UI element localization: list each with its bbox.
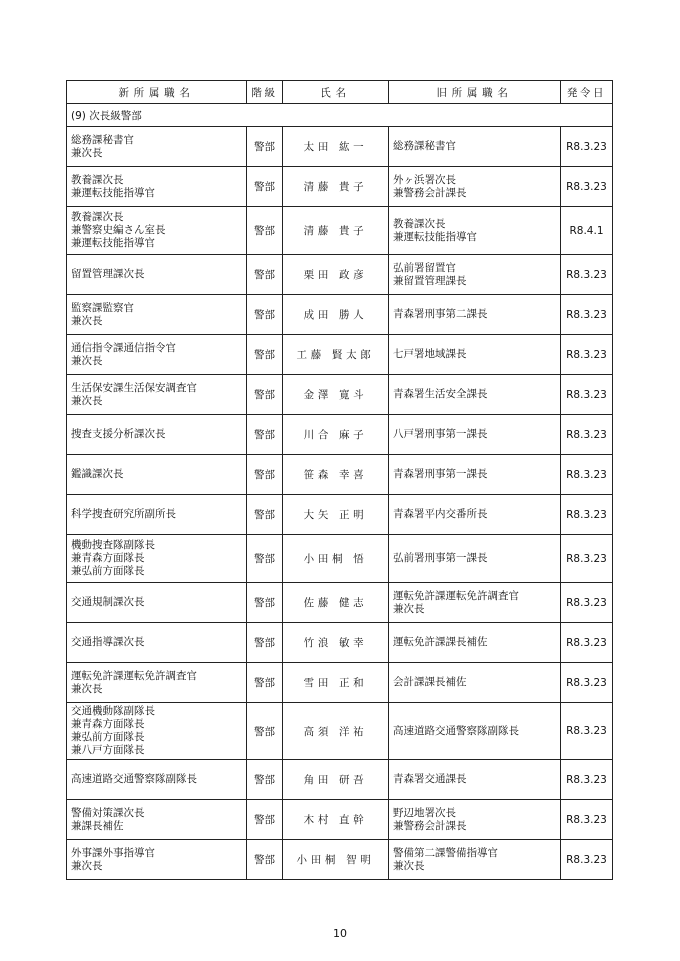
cell-date: R8.3.23: [561, 455, 613, 495]
cell-date: R8.3.23: [561, 663, 613, 703]
cell-date: R8.3.23: [561, 335, 613, 375]
table-header-row: [67, 81, 613, 104]
cell-new-position: 鑑識課次長: [67, 455, 247, 495]
header-date: 発令日: [561, 81, 613, 104]
cell-new-position: 外事課外事指導官 兼次長: [67, 840, 247, 880]
table-row: [67, 535, 613, 583]
table-row: [67, 760, 613, 800]
cell-date: R8.3.23: [561, 535, 613, 583]
table-row: [67, 495, 613, 535]
cell-old-position: 弘前署刑事第一課長: [389, 535, 561, 583]
cell-old-position: 外ヶ浜署次長 兼警務会計課長: [389, 167, 561, 207]
cell-new-position: 運転免許課運転免許調査官 兼次長: [67, 663, 247, 703]
table-row: [67, 335, 613, 375]
table-row: [67, 207, 613, 255]
cell-new-position: 交通機動隊副隊長 兼青森方面隊長 兼弘前方面隊長 兼八戸方面隊長: [67, 703, 247, 760]
cell-old-position: 運転免許課課長補佐: [389, 623, 561, 663]
table-row: [67, 800, 613, 840]
cell-name: 木村 直幹: [283, 800, 389, 840]
cell-name: 笹森 幸喜: [283, 455, 389, 495]
cell-name: 工藤 賢太郎: [283, 335, 389, 375]
cell-rank: 警部: [247, 415, 283, 455]
table-row: [67, 127, 613, 167]
cell-old-position: 警備第二課警備指導官 兼次長: [389, 840, 561, 880]
cell-name: 栗田 政彦: [283, 255, 389, 295]
cell-name: 佐藤 健志: [283, 583, 389, 623]
cell-date: R8.3.23: [561, 495, 613, 535]
cell-date: R8.3.23: [561, 840, 613, 880]
cell-rank: 警部: [247, 295, 283, 335]
cell-rank: 警部: [247, 760, 283, 800]
cell-name: 雪田 正和: [283, 663, 389, 703]
cell-rank: 警部: [247, 335, 283, 375]
section-row: [67, 104, 613, 127]
cell-name: 成田 勝人: [283, 295, 389, 335]
table-row: [67, 415, 613, 455]
page-number: 10: [333, 927, 347, 940]
table-row: [67, 295, 613, 335]
table-row: [67, 703, 613, 760]
cell-new-position: 監察課監察官 兼次長: [67, 295, 247, 335]
cell-name: 太田 紘一: [283, 127, 389, 167]
section-title: (9) 次長級警部: [67, 104, 613, 127]
cell-date: R8.3.23: [561, 415, 613, 455]
cell-name: 小田桐 悟: [283, 535, 389, 583]
cell-name: 清藤 貴子: [283, 167, 389, 207]
cell-new-position: 高速道路交通警察隊副隊長: [67, 760, 247, 800]
cell-date: R8.3.23: [561, 295, 613, 335]
cell-old-position: 青森署生活安全課長: [389, 375, 561, 415]
cell-old-position: 青森署交通課長: [389, 760, 561, 800]
table-row: [67, 255, 613, 295]
cell-old-position: 七戸署地域課長: [389, 335, 561, 375]
cell-new-position: 総務課秘書官 兼次長: [67, 127, 247, 167]
cell-date: R8.3.23: [561, 703, 613, 760]
cell-new-position: 警備対策課次長 兼課長補佐: [67, 800, 247, 840]
cell-new-position: 教養課次長 兼運転技能指導官: [67, 167, 247, 207]
personnel-table: [66, 80, 613, 880]
cell-date: R8.3.23: [561, 583, 613, 623]
cell-date: R8.3.23: [561, 623, 613, 663]
cell-date: R8.3.23: [561, 127, 613, 167]
table-row: [67, 663, 613, 703]
cell-old-position: 運転免許課運転免許調査官 兼次長: [389, 583, 561, 623]
cell-new-position: 捜査支援分析課次長: [67, 415, 247, 455]
table-row: [67, 840, 613, 880]
table-row: [67, 375, 613, 415]
table-row: [67, 583, 613, 623]
cell-rank: 警部: [247, 455, 283, 495]
cell-old-position: 総務課秘書官: [389, 127, 561, 167]
cell-new-position: 通信指令課通信指令官 兼次長: [67, 335, 247, 375]
cell-old-position: 教養課次長 兼運転技能指導官: [389, 207, 561, 255]
cell-name: 角田 研吾: [283, 760, 389, 800]
cell-name: 竹浪 敏幸: [283, 623, 389, 663]
cell-date: R8.3.23: [561, 255, 613, 295]
header-name: 氏名: [283, 81, 389, 104]
cell-rank: 警部: [247, 583, 283, 623]
cell-rank: 警部: [247, 703, 283, 760]
cell-new-position: 教養課次長 兼警察史編さん室長 兼運転技能指導官: [67, 207, 247, 255]
cell-rank: 警部: [247, 495, 283, 535]
cell-rank: 警部: [247, 840, 283, 880]
cell-new-position: 留置管理課次長: [67, 255, 247, 295]
cell-date: R8.3.23: [561, 800, 613, 840]
header-new-position: 新所属職名: [67, 81, 247, 104]
cell-name: 清藤 貴子: [283, 207, 389, 255]
cell-old-position: 弘前署留置官 兼留置管理課長: [389, 255, 561, 295]
cell-old-position: 会計課課長補佐: [389, 663, 561, 703]
cell-old-position: 青森署刑事第二課長: [389, 295, 561, 335]
cell-date: R8.4.1: [561, 207, 613, 255]
table-row: [67, 167, 613, 207]
cell-old-position: 野辺地署次長 兼警務会計課長: [389, 800, 561, 840]
cell-rank: 警部: [247, 127, 283, 167]
cell-rank: 警部: [247, 207, 283, 255]
cell-name: 大矢 正明: [283, 495, 389, 535]
cell-rank: 警部: [247, 167, 283, 207]
cell-name: 小田桐 智明: [283, 840, 389, 880]
cell-date: R8.3.23: [561, 167, 613, 207]
table-row: [67, 623, 613, 663]
cell-rank: 警部: [247, 375, 283, 415]
cell-rank: 警部: [247, 663, 283, 703]
header-old-position: 旧所属職名: [389, 81, 561, 104]
cell-name: 高須 洋祐: [283, 703, 389, 760]
cell-old-position: 高速道路交通警察隊副隊長: [389, 703, 561, 760]
cell-new-position: 機動捜査隊副隊長 兼青森方面隊長 兼弘前方面隊長: [67, 535, 247, 583]
cell-new-position: 交通指導課次長: [67, 623, 247, 663]
cell-rank: 警部: [247, 623, 283, 663]
header-rank: 階級: [247, 81, 283, 104]
cell-name: 金澤 寛斗: [283, 375, 389, 415]
cell-old-position: 八戸署刑事第一課長: [389, 415, 561, 455]
cell-new-position: 交通規制課次長: [67, 583, 247, 623]
cell-rank: 警部: [247, 255, 283, 295]
cell-rank: 警部: [247, 800, 283, 840]
cell-old-position: 青森署平内交番所長: [389, 495, 561, 535]
cell-date: R8.3.23: [561, 375, 613, 415]
cell-rank: 警部: [247, 535, 283, 583]
cell-date: R8.3.23: [561, 760, 613, 800]
cell-old-position: 青森署刑事第一課長: [389, 455, 561, 495]
table-row: [67, 455, 613, 495]
cell-new-position: 科学捜査研究所副所長: [67, 495, 247, 535]
cell-name: 川合 麻子: [283, 415, 389, 455]
cell-new-position: 生活保安課生活保安調査官 兼次長: [67, 375, 247, 415]
